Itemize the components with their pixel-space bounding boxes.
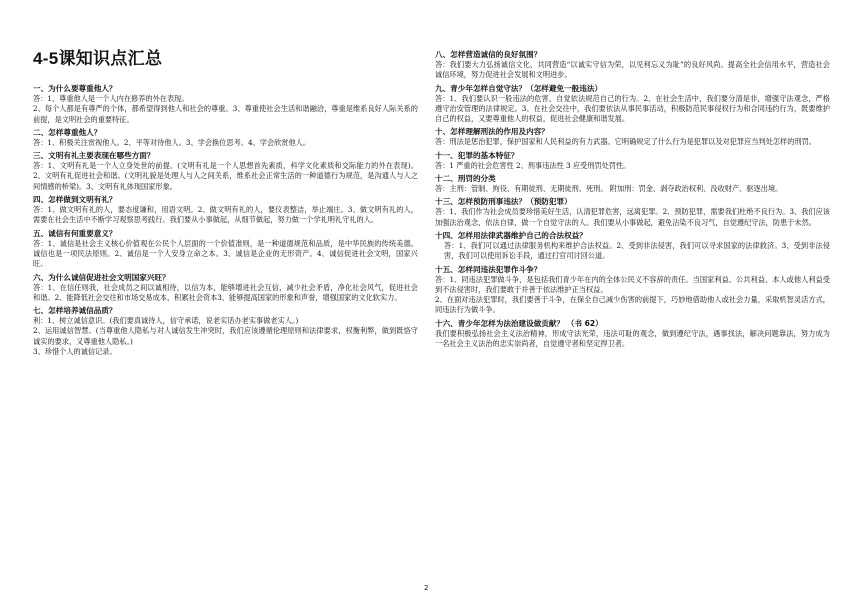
paragraph-text: 我们要积极弘扬社会主义法治精神，形成守法光荣，违法可耻的观念，做到遵纪守法，遇事找法，解决问题靠法，努力成为一名社会主义法治的忠实崇尚者，自觉遵守者和坚定捍卫者。 [435,328,830,349]
section-heading [435,230,830,241]
answer-paragraph [435,161,830,171]
section-heading [33,272,418,283]
section-heading [435,83,830,94]
paragraph-text: 答：1、同违法犯罪做斗争，是包括我们青少年在内的全体公民义不容辞的责任。当国家利益、公共利益、本人或他人利益受到不法侵害时，我们要敢于并善于依法维护正当权益。 [435,274,830,294]
answer-paragraph [33,104,418,125]
section-heading [435,196,830,207]
section-heading [435,49,830,60]
page-title: 4-5课知识点汇总 [33,49,163,68]
answer-paragraph [435,295,830,316]
paragraph-text: 答：刑法是惩治犯罪，保护国家和人民利益的有力武器。它明确规定了什么行为是犯罪以及对犯罪应当判处怎样的刑罚。 [435,137,816,147]
heading-text: 十四、怎样用法律武器维护自己的合法权益？ [435,230,587,240]
answer-paragraph [435,94,830,125]
paragraph-text: 答：1、我们可以通过法律服务机构来维护合法权益。2、受到非法侵害，我们可以寻求国家的法律救济。3、受到非法侵害，我们可以使用诉讼手段，通过打官司讨回公道。 [444,240,830,261]
answer-paragraph [435,275,830,296]
paragraph-text: 答：1、诚信是社会主义核心价值观在公民个人层面的一个价值准则，是一种道德规范和品质，是中华民族的传统美德。诚信也是一项民法原则。2、诚信是一个人安身立命之本。3、诚信是企业的无形资产。4、诚信促进社会文明，国家兴旺。 [33,238,418,269]
section-heading [33,305,418,316]
section-heading [33,228,418,239]
heading-text: 二、怎样尊重他人？ [33,127,102,137]
paragraph-text: 答：1、文明有礼是一个人立身处世的前提。(文明有礼是一个人思想首先素质，科学文化素质和交际能力的外在表现)。2、文明有礼促进社会和谐。(文明礼貌是处理人与人之间关系，维系社会正常生活的一种道德行为规范，是沟通人与人之间情感的桥梁)。3、文明有礼体现国家形象。 [33,161,418,191]
answer-paragraph [33,347,418,357]
heading-text: 六、为什么诚信促进社会文明国家兴旺？ [33,272,170,282]
heading-text: 三、文明有礼主要表现在哪些方面？ [33,151,155,161]
heading-text: 一、为什么要尊重他人？ [33,84,117,93]
paragraph-text: 2、每个人都是有尊严的个体，都希望得到他人和社会的尊重。3、尊重使社会生活和谐融洽，尊重是维系良好人际关系的前提，是文明社会的重要特征。 [33,104,418,124]
paragraph-text: 2、运用诚信智慧。(当尊重他人隐私与对人诚信发生冲突时，我们应该遵循伦理原则和法律要求，权衡利弊，做到既恪守诚实的要求，又尊重他人隐私。) [33,326,418,346]
heading-text: 十三、怎样预防刑事违法？（预防犯罪） [435,197,572,207]
heading-text: 十一、犯罪的基本特征？ [435,150,519,160]
paragraph-text: 答：1、做文明有礼的人，要态度谦和，用语文明。2、做文明有礼的人，要仪表整洁，举止端庄。3、做文明有礼的人，需要在社会生活中不断学习观察思考践行。我们要从小事做起，从细节做起，努力做一个学礼明礼守礼的人。 [33,205,418,225]
heading-text: 七、怎样培养诚信品质？ [33,306,117,316]
answer-paragraph [435,137,830,147]
left-column [33,0,418,357]
answer-paragraph [435,60,830,81]
section-heading [33,194,418,205]
heading-text: 十五、怎样同违法犯罪作斗争？ [435,264,542,274]
answer-paragraph [33,94,418,104]
answer-paragraph [33,283,418,304]
left-item-list [33,83,418,357]
section-heading [435,150,830,161]
answer-paragraph [33,326,418,347]
paragraph-text: 答：1、我们要认识一般违法的危害，自觉依法规范自己的行为。2、在社会生活中，我们要分清是非，增强守法观念，严格遵守治安管理的法律规定。3、在社会交往中，我们要依法从事民事活动，积极防范民事侵权行为和合同违约行为，既要维护自己的权益，又要尊重他人的权益，促进社会健康和谐发展。 [435,93,830,124]
page-number: 2 [424,584,429,592]
paragraph-text: 答：主刑：管制、拘役、有期徒刑、无期徒刑、死刑。 附加刑：罚金、剥夺政治权利、没收财产、驱逐出境。 [435,184,783,194]
heading-text: 十、怎样理解刑法的作用及内容？ [435,127,549,137]
paragraph-text: 答：1、尊重他人是一个人内在修养的外在表现。 [33,94,189,103]
paragraph-text: 答：1、在信任则我，社会成员之间以诚相待，以信为本，能够增进社会互信，减少社会矛盾，净化社会风气，促进社会和谐。2、能降低社会交往和市场交易成本，积累社会资本3、能够提高国家的形象和声誉，增强国家的文化软实力。 [33,282,418,302]
answer-paragraph [33,138,418,148]
section-heading [435,126,830,137]
heading-text: 五、诚信有何重要意义？ [33,228,117,238]
answer-paragraph [435,184,830,194]
section-heading [33,127,418,138]
paragraph-text: 利：1、树立诚信意识。(我们要真诚待人，信守承诺，说老实话办老实事做老实人。) [33,316,299,326]
paragraph-text: 答：1 严重的社会危害性 2、刑事违法性 3 应受刑罚处罚性。 [435,160,631,170]
answer-paragraph [33,161,418,192]
paragraph-text: 答：1、积极关注赏视他人。2、平等对待他人。3、学会换位思考。4、学会欣赏他人。 [33,137,311,147]
answer-paragraph [33,205,418,226]
heading-text: 十六、青少年怎样为法治建设做贡献？ （书 62） [435,318,603,328]
section-heading [435,264,830,275]
section-heading [435,318,830,329]
paragraph-text: 2、在面对违法犯罪时，我们要善于斗争，在保全自己减少伤害的前提下，巧妙地借助他人或社会力量，采取机智灵活方式，同违法行为做斗争。 [435,295,830,315]
right-column [435,0,830,349]
answer-paragraph [33,316,418,326]
section-heading [33,150,418,161]
answer-paragraph [435,329,830,350]
answer-paragraph [435,241,830,262]
answer-paragraph [435,207,830,228]
section-heading [33,83,418,94]
paragraph-text: 3、珍惜个人的诚信记录。 [33,347,117,357]
heading-text: 九、青少年怎样自觉守法？（怎样避免一般违法） [435,83,603,93]
paragraph-text: 答：1、我们作为社会成员要珍惜美好生活，认清犯罪危害，远离犯罪。2、预防犯罪，需要我们杜绝不良行为。3、我们应该加强法治观念，依法自律，做一个自觉守法的人。我们要从小事做起，避免沾染不良习气，自觉遵纪守法，防患于未然。 [435,207,830,227]
heading-text: 四、怎样做到文明有礼？ [33,195,117,205]
right-item-list [435,49,830,349]
heading-text: 八、怎样营造诚信的良好氛围？ [435,50,542,59]
answer-paragraph [33,239,418,270]
paragraph-text: 答：我们要大力弘扬诚信文化，共同营造“以诚实守信为荣，以见利忘义为耻”的良好风尚。提高全社会信用水平，营造社会诚信环境，努力促进社会发展和文明进步。 [435,60,830,80]
heading-text: 十二、刑罚的分类 [435,174,496,184]
section-heading [435,173,830,184]
